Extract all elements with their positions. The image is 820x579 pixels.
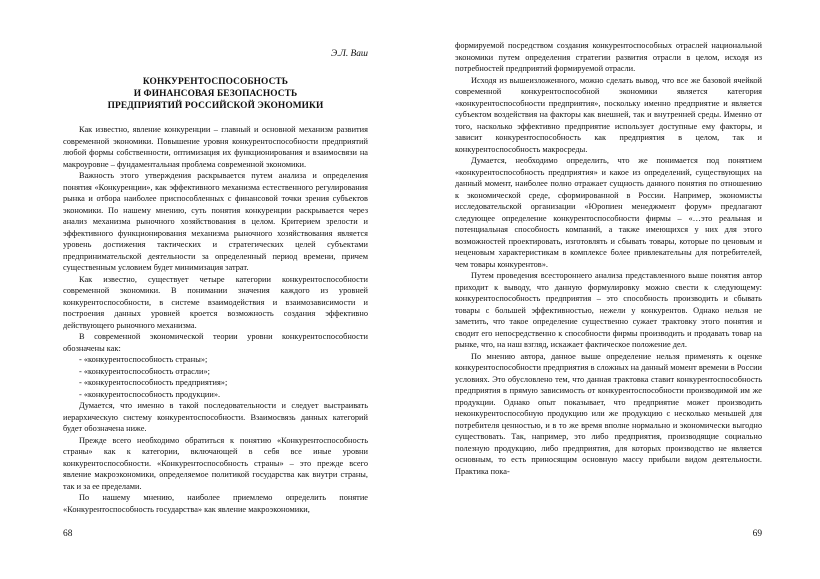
paragraph: По мнению автора, данное выше определение нельзя применять к оценке конкурентоспособности предприятия в сложных на данный момент времени в России условиях. Это обусловлено тем, что данная трактовка ставит конкурентоспособность предприятия в прямую зависимость от конкурентоспособности производимой им же продукции. Однако опыт показывает, что предприятие может производить неконкурентоспособную продукцию или же продукцию с несколько меньшей для потребителя ценностью, и в то же время вполне нормально и экономически выгодно существовать. Так, например, это либо предприятия, производящие социально полезную продукцию, либо предприятия, для которых производство не является основным, то есть приносящим основную массу прибыли видом деятельности. Практика пока- bbox=[455, 351, 762, 476]
paragraph: Важность этого утверждения раскрывается путем анализа и определения понятия «Конкуренции», как эффективного механизма естественного регулирования рынка и отбора наиболее приспособленных с финансовой точки зрения субъектов экономики. По нашему мнению, суть понятия конкуренции раскрывается через анализ механизма рыночного хозяйствования в целом. Критерием зрелости и эффективного функционирования механизма рыночного хозяйствования является уровень достижения тактических и стратегических целей субъектами предпринимательской деятельности за определенный период времени, причем существенным условием будет минимизация затрат. bbox=[63, 171, 368, 272]
title-line: КОНКУРЕНТОСПОСОБНОСТЬ bbox=[142, 77, 289, 87]
page-number: 69 bbox=[752, 529, 762, 539]
list-item: - «конкурентоспособность страны»; bbox=[79, 355, 208, 364]
paragraph: Думается, необходимо определить, что же понимается под понятием «конкурентоспособность предприятия» и какое из определений, существующих на данный момент, наиболее полно отражает сущность данного понятия по отношению к экономической среде, сформированной в России. Например, экономисты исследовательской организации «Юропиен менеджмент форум» предлагают следующее определение конкурентоспособности фирмы – «…это реальная и потенциальная способность компаний, а также имеющихся у них для этого возможностей проектировать, изготовлять и сбывать товары, которые по ценовым и неценовым характеристикам в комплексе более привлекательны для потребителей, чем товары конкурентов». bbox=[455, 156, 762, 269]
list-item: - «конкурентоспособность продукции». bbox=[79, 389, 221, 399]
paragraph: В современной экономической теории уровни конкурентоспособности обозначены как: bbox=[63, 332, 368, 353]
paragraph: Думается, что именно в такой последовательности и следует выстраивать иерархическую систему конкурентоспособности. Взаимосвязь данных категорий будет обозначена ниже. bbox=[63, 401, 368, 433]
paragraph: По нашему мнению, наиболее приемлемо определить понятие «Конкурентоспособность государства» как явление макроэкономики, bbox=[63, 493, 368, 514]
list-item: - «конкурентоспособность отрасли»; bbox=[79, 366, 210, 376]
paragraph: Как известно, существует четыре категории конкурентоспособности современной экономики. В понимании значения каждого из уровней конкурентоспособности, в системе взаимодействия и взаимозависимости и построения данных уровней кроется возможность создания эффективно действующего рыночного механизма. bbox=[63, 274, 368, 330]
title-line: ПРЕДПРИЯТИЙ РОССИЙСКОЙ ЭКОНОМИКИ bbox=[107, 101, 324, 111]
right-page bbox=[410, 0, 820, 579]
article-title bbox=[63, 76, 368, 112]
paragraph: формируемой посредством создания конкурентоспособных отраслей национальной экономики путем определения стратегии развития отрасли в целом, исходя из потребностей предприятий формируемой отрасли. bbox=[455, 41, 762, 73]
paragraph: Исходя из вышеизложенного, можно сделать вывод, что все же базовой ячейкой современной конкурентоспособной экономики является категория «конкурентоспособности предприятия», поскольку именно предприятие и является субъектом воздействия на факторы как внешней, так и внутренней среды. Именно от того, насколько эффективно предприятие использует доступные ему факторы, и зависит конкурентоспособность как предприятия в целом, так и конкурентоспособность макросреды. bbox=[455, 75, 762, 154]
title-line: И ФИНАНСОВАЯ БЕЗОПАСНОСТЬ bbox=[133, 89, 298, 99]
paragraph: Как известно, явление конкуренции – главный и основной механизм развития современной экономики. Повышение уровня конкурентоспособности предприятий любой формы собственности, оптимизация их функционирования и взаимосвязи на макроуровне – фундаментальная проблема современной экономики. bbox=[63, 125, 368, 169]
page-number: 68 bbox=[63, 529, 73, 539]
list-item: - «конкурентоспособность предприятия»; bbox=[79, 378, 228, 387]
author-name: Э.Л. Ваш bbox=[330, 49, 368, 59]
paragraph: Путем проведения всестороннего анализа представленного выше понятия автор приходит к выводу, что данную формулировку можно свести к следующему: конкурентоспособность предприятия – это способность производить и сбывать товары с большей эффективностью, нежели у конкурентов. Однако нельзя не заметить, что такое определение существенно сужает трактовку этого понятия и сводит его непосредственно к способности фирмы производить и продавать товар на рынке, что, на наш взгляд, искажает фактическое положение дел. bbox=[455, 271, 762, 349]
paragraph: Прежде всего необходимо обратиться к понятию «Конкурентоспособность страны» как к категории, включающей в себя все иные уровни конкурентоспособности. «Конкурентоспособность страны» – это прежде всего явление макроэкономики, определяемое политикой государства как внутри страны, так и за ее пределами. bbox=[63, 435, 368, 491]
right-page-body bbox=[455, 40, 762, 477]
left-page-body bbox=[63, 124, 368, 515]
